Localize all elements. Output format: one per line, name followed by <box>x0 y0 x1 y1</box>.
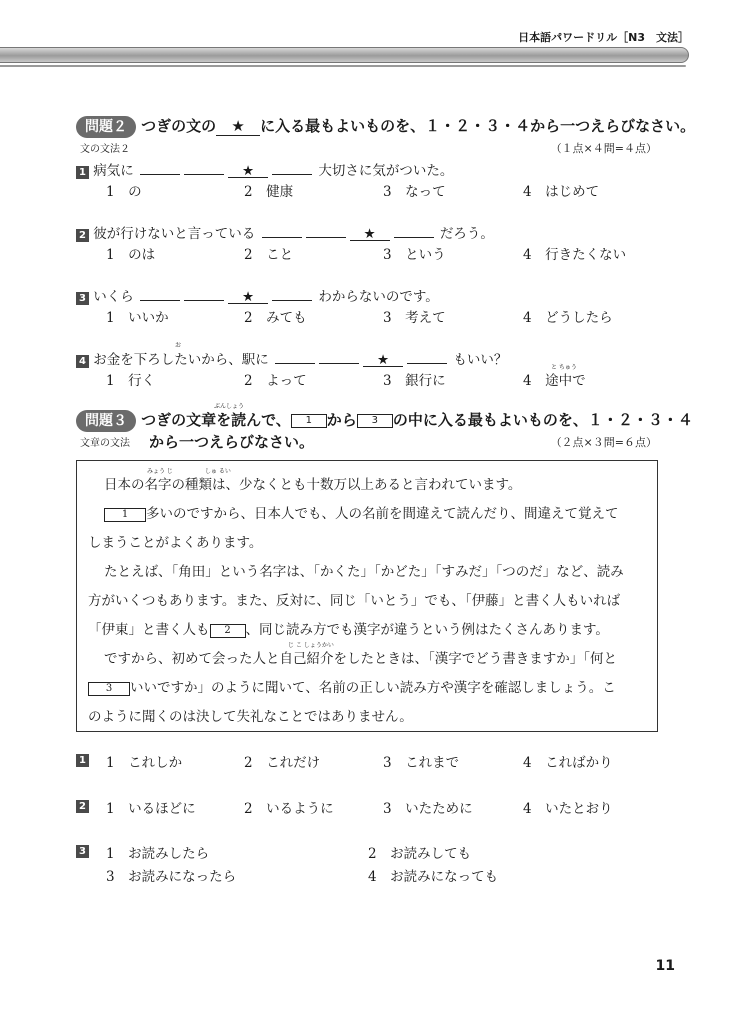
option: 4 お読みになっても <box>368 869 499 885</box>
section3-badge: 問題３ <box>76 410 136 432</box>
option: 3 お読みになったら <box>106 869 237 885</box>
section3-instr-c: から一つえらびなさい。 <box>149 433 315 451</box>
blank <box>394 223 434 238</box>
question-text-pre: いくら <box>93 289 134 305</box>
question-number: 4 <box>76 355 89 368</box>
blank <box>272 160 312 175</box>
option: 2 これだけ <box>244 755 321 771</box>
section2-score: （１点×４問=４点） <box>550 142 657 155</box>
section3-instr-a: つぎの文章を読んで、 <box>141 411 291 429</box>
ruby-bunsho: ぶんしょう <box>214 403 245 410</box>
question-text-pre: 彼が行けないと言っている <box>93 226 256 242</box>
question-text-pre: 病気に <box>93 163 134 179</box>
ruby-tochu: と ちゅう <box>551 364 577 371</box>
passage-text: 多いのですから、日本人でも、人の名前を間違えて読んだり、間違えて覚えて <box>146 506 619 522</box>
blank <box>184 160 224 175</box>
passage-line-5: 方がいくつもあります。また、反対に、同じ「いとう」でも、「伊藤」と書く人もいれば <box>88 593 621 609</box>
s2-question-4 <box>76 348 507 368</box>
blank <box>407 349 447 364</box>
s3-answer-3 <box>76 842 89 858</box>
option: 4 途中で <box>523 373 586 389</box>
blank <box>140 160 180 175</box>
blank-box-1: 1 <box>291 414 327 428</box>
question-number: 3 <box>76 292 89 305</box>
option: 4 こればかり <box>523 755 613 771</box>
section3-score: （２点×３問=６点） <box>550 436 657 449</box>
passage-text: 「伊東」と書く人も <box>88 622 210 638</box>
s2-question-1 <box>76 159 453 179</box>
passage-line-4: たとえば、「角田」という名字は、「かくた」「かどた」「すみだ」「つのだ」など、読み <box>104 564 624 580</box>
section2-star: ★ <box>216 117 260 136</box>
option: 4 行きたくない <box>523 247 627 263</box>
passage-line-6 <box>88 618 609 638</box>
option: 2 健康 <box>244 184 294 200</box>
question-text-post: もいい？ <box>453 352 508 368</box>
star-blank: ★ <box>363 352 403 367</box>
section2-instr-b: に入る最もよいものを、１・２・３・４から一つえらびなさい。 <box>260 117 696 135</box>
option: 4 はじめて <box>523 184 600 200</box>
option: 1 の <box>106 184 142 200</box>
blank <box>140 286 180 301</box>
question-number: 1 <box>76 166 89 179</box>
option: 3 いたために <box>383 801 473 817</box>
section3-instr-b: の中に入る最もよいものを、１・２・３・４ <box>392 411 693 429</box>
question-number: 2 <box>76 229 89 242</box>
option: 3 なって <box>383 184 446 200</box>
passage-line-8 <box>88 676 616 696</box>
passage-line-1: 日本の名字の種類は、少なくとも十数万以上あると言われています。 <box>104 477 522 493</box>
option: 1 いるほどに <box>106 801 196 817</box>
s3-answer-1 <box>76 751 89 767</box>
blank <box>272 286 312 301</box>
blank <box>262 223 302 238</box>
blank <box>306 223 346 238</box>
section3-subtitle: 文章の文法 <box>80 438 130 449</box>
section2-subtitle: 文の文法２ <box>80 144 130 155</box>
ruby-shurui: しゅ るい <box>205 468 231 475</box>
header-bar <box>0 47 689 63</box>
question-text-post: わからないのです。 <box>318 289 439 305</box>
page-number: 11 <box>655 958 675 974</box>
star-blank: ★ <box>228 163 268 178</box>
passage-blank-1: 1 <box>104 508 146 522</box>
option: 3 考えて <box>383 310 446 326</box>
passage-line-3: しまうことがよくあります。 <box>88 535 263 551</box>
question-text-post: だろう。 <box>439 226 494 242</box>
option: 1 のは <box>106 247 156 263</box>
question-number: 2 <box>76 800 89 813</box>
section2-heading <box>76 115 695 138</box>
option: 1 これしか <box>106 755 183 771</box>
passage-blank-3: 3 <box>88 682 130 696</box>
option: 3 という <box>383 247 446 263</box>
option: 1 お読みしたら <box>106 846 210 862</box>
s2-question-2 <box>76 222 494 242</box>
star-blank: ★ <box>228 289 268 304</box>
question-number: 1 <box>76 754 89 767</box>
ruby-myouji: みょう じ <box>147 468 173 475</box>
passage-line-2 <box>104 502 619 522</box>
blank <box>275 349 315 364</box>
s2-question-3 <box>76 285 439 305</box>
option: 2 お読みしても <box>368 846 472 862</box>
option: 4 いたとおり <box>523 801 613 817</box>
ruby-jikoshoukai: じ こ しょうかい <box>288 642 334 649</box>
question-text-pre: お金を下ろしたいから、駅に <box>93 352 269 368</box>
option: 4 どうしたら <box>523 310 613 326</box>
option: 1 行く <box>106 373 156 389</box>
question-text-post: 大切さに気がついた。 <box>318 163 454 179</box>
passage-blank-2: 2 <box>210 624 246 638</box>
section2-instr-a: つぎの文の <box>141 117 217 135</box>
option: 2 みても <box>244 310 307 326</box>
section2-badge: 問題２ <box>76 116 136 138</box>
header-rule <box>0 65 686 67</box>
star-blank: ★ <box>350 226 390 241</box>
option: 3 銀行に <box>383 373 446 389</box>
option: 2 こと <box>244 247 294 263</box>
passage-text: いいですか」のように聞いて、名前の正しい読み方や漢字を確認しましょう。こ <box>130 680 616 696</box>
s3-answer-2 <box>76 797 89 813</box>
passage-text: 、同じ読み方でも漢字が違うという例はたくさんあります。 <box>245 622 609 638</box>
passage-line-9: のように聞くのは決して失礼なことではありません。 <box>88 709 413 725</box>
section3-kara: から <box>326 411 357 429</box>
ruby-oro: お <box>175 342 182 349</box>
option: 2 よって <box>244 373 307 389</box>
option: 3 これまで <box>383 755 460 771</box>
question-number: 3 <box>76 845 89 858</box>
section3-heading <box>76 409 693 432</box>
running-head: 日本語パワードリル［N3 文法］ <box>518 31 689 44</box>
option: 2 いるように <box>244 801 334 817</box>
blank-box-3: 3 <box>357 414 393 428</box>
blank <box>184 286 224 301</box>
blank <box>319 349 359 364</box>
passage-line-7: ですから、初めて会った人と自己紹介をしたときは、「漢字でどう書きますか」「何と <box>104 651 617 667</box>
option: 1 いいか <box>106 310 169 326</box>
